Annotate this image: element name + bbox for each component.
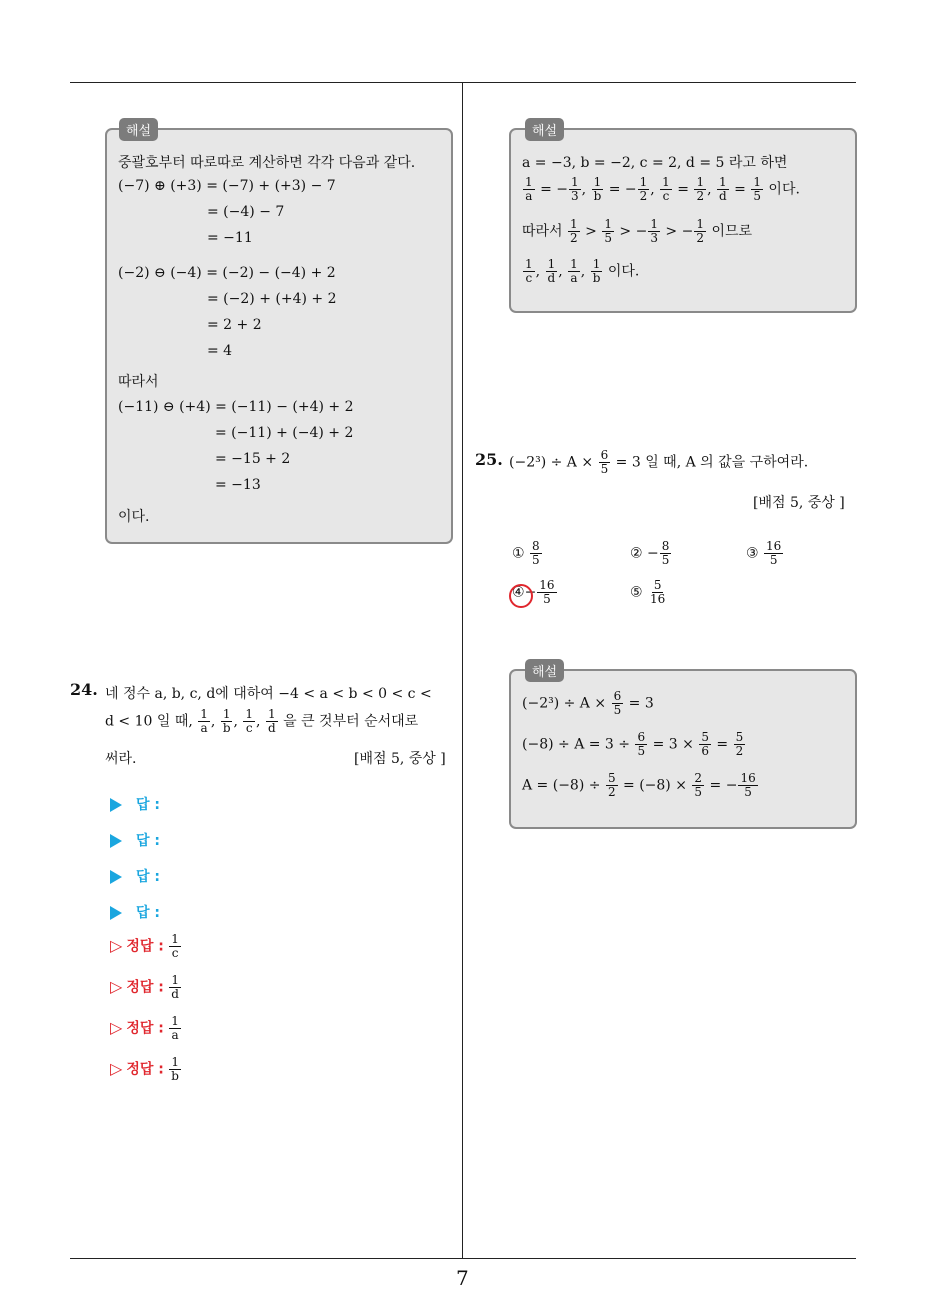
eq3-line3: = −15 + 2	[215, 451, 291, 467]
outline-triangle-icon: ▷	[110, 976, 123, 996]
correct-answer-row: ▷ 정답 : $\frac{1}{a}$	[110, 1014, 179, 1042]
therefore-label: 따라서	[118, 374, 159, 390]
solution-25-line1: (−2³) ÷ A × $\frac{6}{5}$ = 3	[522, 689, 654, 717]
page-number: 7	[456, 1266, 469, 1290]
eq2-line4: = 4	[207, 343, 233, 359]
solution-25-line3: A = (−8) ÷ $\frac{5}{2}$ = (−8) × $\frac{2}{5}$ = − $\frac{16}{5}$	[522, 771, 756, 799]
question-24-line1: 네 정수 a, b, c, d에 대하여 −4 < a < b < 0 < c <	[105, 686, 432, 702]
eq1-line2: = (−4) − 7	[207, 204, 285, 220]
question-25-score: [배점 5, 중상 ]	[753, 495, 845, 511]
column-divider	[462, 82, 463, 1259]
answer-row[interactable]: 답 :	[110, 794, 160, 814]
top-rule	[70, 82, 856, 83]
correct-answer-row: ▷ 정답 : $\frac{1}{c}$	[110, 932, 179, 960]
question-number-24: 24.	[70, 680, 98, 699]
outline-triangle-icon: ▷	[110, 1017, 123, 1037]
outline-triangle-icon: ▷	[110, 1058, 123, 1078]
choice-4[interactable]: ④− $\frac{16}{5}$	[512, 578, 555, 606]
choice-3[interactable]: ③ $\frac{16}{5}$	[746, 539, 782, 567]
selected-answer-circle	[509, 584, 533, 608]
correct-answer-row: ▷ 정답 : $\frac{1}{b}$	[110, 1055, 179, 1083]
choice-1[interactable]: ① $\frac{8}{5}$	[512, 539, 540, 567]
eq3-line4: = −13	[215, 477, 261, 493]
question-number-25: 25.	[475, 450, 503, 469]
answer-row[interactable]: 답 :	[110, 830, 160, 850]
eq3-line2: = (−11) + (−4) + 2	[215, 425, 354, 441]
eq2-line3: = 2 + 2	[207, 317, 262, 333]
answer-row[interactable]: 답 :	[110, 902, 160, 922]
answer-row[interactable]: 답 :	[110, 866, 160, 886]
play-icon	[110, 834, 122, 848]
value-assignment: a = −3, b = −2, c = 2, d = 5 라고 하면	[522, 155, 788, 171]
question-24-line3: 써라.	[105, 751, 137, 767]
eq1-line1: (−7) ⊕ (+3) = (−7) + (+3) − 7	[118, 178, 336, 194]
solution-tag: 해설	[119, 118, 158, 141]
solution-tag: 해설	[525, 659, 564, 682]
outline-triangle-icon: ▷	[110, 935, 123, 955]
play-icon	[110, 870, 122, 884]
order-line: $\frac{1}{c}$ , $\frac{1}{d}$ , $\frac{1}{a}$ , $\frac{1}{b}$ 이다.	[525, 257, 640, 285]
solution-intro: 중괄호부터 따로따로 계산하면 각각 다음과 같다.	[118, 155, 416, 171]
eq3-line1: (−11) ⊖ (+4) = (−11) − (+4) + 2	[118, 399, 354, 415]
eq1-line3: = −11	[207, 230, 253, 246]
choice-2[interactable]: ② − $\frac{8}{5}$	[630, 539, 670, 567]
bottom-rule	[70, 1258, 856, 1259]
question-24-line2: d < 10 일 때, $\frac{1}{a}$ , $\frac{1}{b}$ , $\frac{1}{c}$ , $\frac{1}{d}$ 을 큰 것부터 순서대로	[105, 707, 419, 735]
solution-end: 이다.	[118, 509, 150, 525]
eq2-line2: = (−2) + (+4) + 2	[207, 291, 337, 307]
inequality-line: 따라서 $\frac{1}{2}$ > $\frac{1}{5}$ > − $\frac{1}{3}$ > − $\frac{1}{2}$ 이므로	[522, 217, 753, 245]
solution-tag: 해설	[525, 118, 564, 141]
eq2-line1: (−2) ⊖ (−4) = (−2) − (−4) + 2	[118, 265, 336, 281]
correct-answer-row: ▷ 정답 : $\frac{1}{d}$	[110, 973, 179, 1001]
play-icon	[110, 798, 122, 812]
solution-25-line2: (−8) ÷ A = 3 ÷ $\frac{6}{5}$ = 3 × $\frac{5}{6}$ = $\frac{5}{2}$	[522, 730, 744, 758]
play-icon	[110, 906, 122, 920]
question-25-text: (−2³) ÷ A × $\frac{6}{5}$ = 3 일 때, A 의 값을 구하여라.	[509, 448, 809, 476]
reciprocal-values: $\frac{1}{a}$ = − $\frac{1}{3}$ , $\frac{1}{b}$ = − $\frac{1}{2}$ , $\frac{1}{c}$ = $\frac{1}{2}$ , $\frac{1}{d}$ = $\frac{1}{5}$ 이다.	[525, 175, 800, 203]
question-24-score: [배점 5, 중상 ]	[354, 751, 446, 767]
choice-5[interactable]: ⑤ $\frac{5}{16}$	[630, 578, 666, 606]
